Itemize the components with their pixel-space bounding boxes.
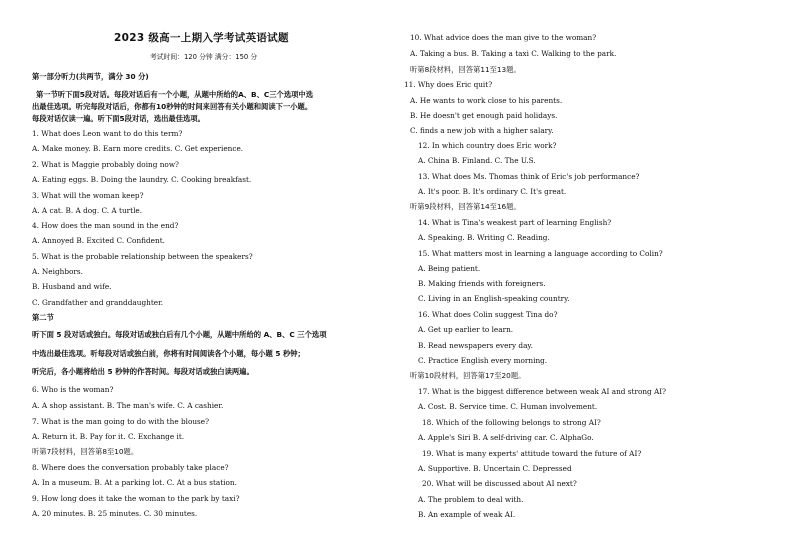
section2-heading: 第二节 bbox=[32, 313, 54, 322]
options-line: A. A cat. B. A dog. C. A turtle. bbox=[32, 206, 143, 215]
question-line: 9. How long does it take the woman to the park by taxi? bbox=[32, 494, 240, 503]
material-note: 听第7段材料，回答第8至10题。 bbox=[32, 447, 139, 456]
options-line: C. Practice English every morning. bbox=[418, 356, 548, 365]
options-line: A. Neighbors. bbox=[32, 267, 83, 276]
options-line: A. It's poor. B. It's ordinary C. It's great. bbox=[418, 187, 567, 196]
options-line: A. China B. Finland. C. The U.S. bbox=[418, 156, 536, 165]
question-line: 18. Which of the following belongs to strong AI? bbox=[422, 418, 601, 427]
options-line: B. An example of weak AI. bbox=[418, 510, 516, 519]
options-line: B. Husband and wife. bbox=[32, 282, 112, 291]
question-line: 7. What is the man going to do with the blouse? bbox=[32, 417, 210, 426]
question-line: 17. What is the biggest difference between weak AI and strong AI? bbox=[418, 387, 667, 396]
options-line: A. Apple's Siri B. A self-driving car. C. AlphaGo. bbox=[418, 433, 594, 442]
question-line: 14. What is Tina's weakest part of learning English? bbox=[418, 218, 612, 227]
part1-heading: 第一部分听力(共两节，满分 30 分) bbox=[32, 72, 149, 81]
question-line: 20. What will be discussed about AI next? bbox=[422, 479, 577, 488]
instruction-line: 中选出最佳选项。听每段对话或独白前，你将有时间阅读各个小题，每小题 5 秒钟； bbox=[32, 349, 305, 358]
instruction-line: 出最佳选项。听完每段对话后，你都有10秒钟的时间来回答有关小题和阅读下一小题。 bbox=[32, 102, 313, 111]
question-line: 3. What will the woman keep? bbox=[32, 191, 144, 200]
options-line: B. Read newspapers every day. bbox=[418, 341, 533, 350]
options-line: A. Speaking. B. Writing C. Reading. bbox=[418, 233, 550, 242]
question-line: 4. How does the man sound in the end? bbox=[32, 221, 179, 230]
options-line: A. He wants to work close to his parents. bbox=[410, 96, 563, 105]
instruction-line: 听完后，各小题将给出 5 秒钟的作答时间。每段对话或独白读两遍。 bbox=[32, 367, 254, 376]
exam-info: 考试时间：120 分钟 满分：150 分 bbox=[150, 53, 258, 61]
options-line: B. Making friends with foreigners. bbox=[418, 279, 546, 288]
options-line: A. A shop assistant. B. The man's wife. C. A cashier. bbox=[32, 401, 224, 410]
instruction-line: 每段对话仅读一遍。听下面5段对话，选出最佳选项。 bbox=[32, 114, 205, 123]
question-line: 6. Who is the woman? bbox=[32, 385, 114, 394]
question-line: 2. What is Maggie probably doing now? bbox=[32, 160, 179, 169]
options-line: A. 20 minutes. B. 25 minutes. C. 30 minutes. bbox=[32, 509, 198, 518]
question-line: 10. What advice does the man give to the woman? bbox=[410, 33, 597, 42]
options-line: C. Grandfather and granddaughter. bbox=[32, 298, 164, 307]
material-note: 听第10段材料，回答第17至20题。 bbox=[410, 371, 526, 380]
options-line: A. Get up earlier to learn. bbox=[418, 325, 514, 334]
instruction-line: 第一节听下面5段对话。每段对话后有一个小题，从题中所给的A、B、C三个选项中选 bbox=[36, 90, 314, 99]
question-line: 11. Why does Eric quit? bbox=[404, 80, 493, 89]
material-note: 听第9段材料，回答第14至16题。 bbox=[410, 202, 521, 211]
page-title: 2023 级高一上期入学考试英语试题 bbox=[114, 32, 289, 44]
question-line: 1. What does Leon want to do this term? bbox=[32, 129, 183, 138]
options-line: A. Supportive. B. Uncertain C. Depressed bbox=[418, 464, 572, 473]
options-line: A. Make money. B. Earn more credits. C. Get experience. bbox=[32, 144, 244, 153]
options-line: A. Being patient. bbox=[418, 264, 481, 273]
question-line: 13. What does Ms. Thomas think of Eric's job performance? bbox=[418, 172, 640, 181]
material-note: 听第8段材料，回答第11至13题。 bbox=[410, 65, 521, 74]
options-line: A. Return it. B. Pay for it. C. Exchange it. bbox=[32, 432, 185, 441]
question-line: 8. Where does the conversation probably take place? bbox=[32, 463, 229, 472]
options-line: A. The problem to deal with. bbox=[418, 495, 524, 504]
options-line: A. Eating eggs. B. Doing the laundry. C. Cooking breakfast. bbox=[32, 175, 252, 184]
options-line: A. Annoyed B. Excited C. Confident. bbox=[32, 236, 165, 245]
question-line: 5. What is the probable relationship between the speakers? bbox=[32, 252, 253, 261]
options-line: A. Taking a bus. B. Taking a taxi C. Walking to the park. bbox=[410, 49, 617, 58]
question-line: 15. What matters most in learning a language according to Colin? bbox=[418, 249, 663, 258]
instruction-line: 听下面 5 段对话或独白。每段对话或独白后有几个小题，从题中所给的 A、B、C 三个选项 bbox=[32, 330, 327, 339]
options-line: A. Cost. B. Service time. C. Human involvement. bbox=[418, 402, 598, 411]
options-line: B. He doesn't get enough paid holidays. bbox=[410, 111, 558, 120]
question-line: 12. In which country does Eric work? bbox=[418, 141, 557, 150]
options-line: C. Living in an English-speaking country. bbox=[418, 294, 570, 303]
question-line: 19. What is many experts' attitude toward the future of AI? bbox=[422, 449, 642, 458]
options-line: C. finds a new job with a higher salary. bbox=[410, 126, 554, 135]
question-line: 16. What does Colin suggest Tina do? bbox=[418, 310, 558, 319]
options-line: A. In a museum. B. At a parking lot. C. At a bus station. bbox=[32, 478, 237, 487]
